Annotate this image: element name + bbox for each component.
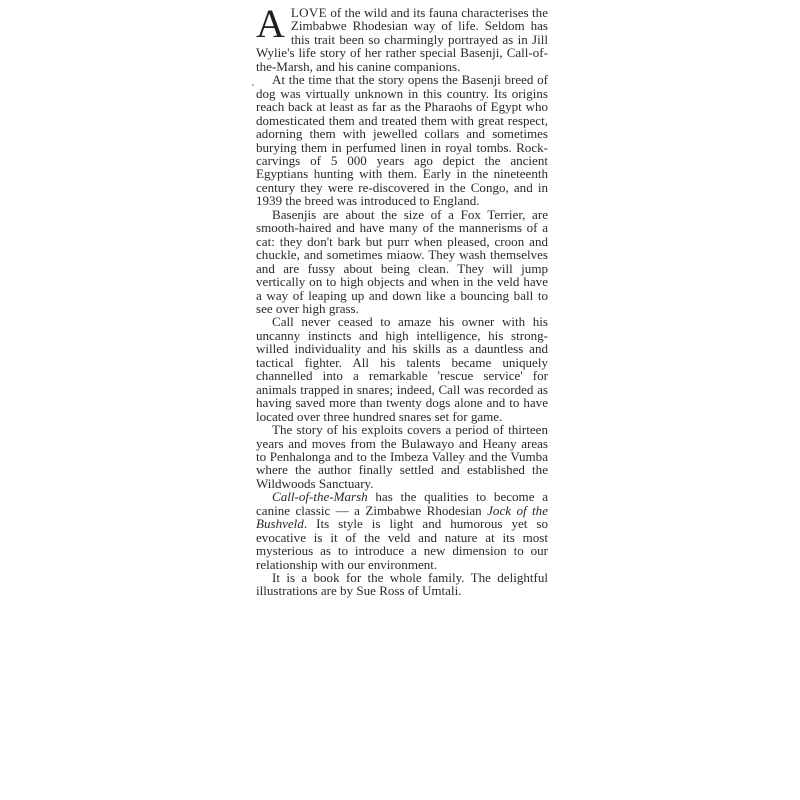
scan-speck: [252, 84, 254, 86]
paragraph-4: Call never ceased to amaze his owner with his uncanny instincts and high intelligence, his strong-willed individuality and his skills as a dauntless and tactical fighter. All his talents became uniquely channelled into a remarkable 'rescue service' for animals trapped in snares; indeed, Call was recorded as having saved more than twenty dogs alone and to have located over three hundred snares set for game.: [256, 314, 548, 424]
paragraph-6-text-a: has the qualities to become a canine classic — a Zimbabwe Rhodesian: [256, 489, 548, 518]
paragraph-5: The story of his exploits covers a period of thirteen years and moves from the Bulawayo and Heany areas to Penhalonga and to the Imbeza Valley and the Vumba where the author finally settled and established the Wildwoods Sanctuary.: [256, 422, 548, 491]
paragraph-7: It is a book for the whole family. The delightful illustrations are by Sue Ross of Umtali.: [256, 570, 548, 599]
drop-cap: A: [256, 1, 285, 46]
paragraph-1: [256, 1, 548, 74]
paragraph-1-text: of the wild and its fauna characterises the Zimbabwe Rhodesian way of life. Seldom has this trait been so charmingly portrayed as in Jill Wylie's life story of her rather special Basenji, Call-of-the-Marsh, and his canine companions.: [256, 5, 548, 74]
book-review-column: [256, 1, 548, 599]
paragraph-2: At the time that the story opens the Basenji breed of dog was virtually unknown in this country. Its origins reach back at least as far as the Pharaohs of Egypt who domesticated them and treated them with great respect, adorning them with jewelled collars and sometimes burying them in perfumed linen in royal tombs. Rock-carvings of 5 000 years ago depict the ancient Egyptians hunting with them. Early in the nineteenth century they were re-discovered in the Congo, and in 1939 the breed was introduced to England.: [256, 72, 548, 209]
lead-caps: LOVE: [290, 5, 327, 20]
classic-title: Jock of the Bushveld: [256, 502, 548, 532]
book-title: Call-of-the-Marsh: [272, 489, 368, 505]
paragraph-6: [256, 490, 548, 571]
paragraph-3: Basenjis are about the size of a Fox Terrier, are smooth-haired and have many of the mannerisms of a cat: they don't bark but purr when pleased, croon and chuckle, and sometimes miaow. They wash themselves and are fussy about being clean. They will jump vertically on to high objects and when in the veld have a way of leaping up and down like a bouncing ball to see over high grass.: [256, 206, 548, 316]
paragraph-6-text-b: . Its style is light and humorous yet so evocative is it of the veld and nature at its most mysterious as to introduce a new dimension to our relationship with our environment.: [256, 516, 548, 572]
